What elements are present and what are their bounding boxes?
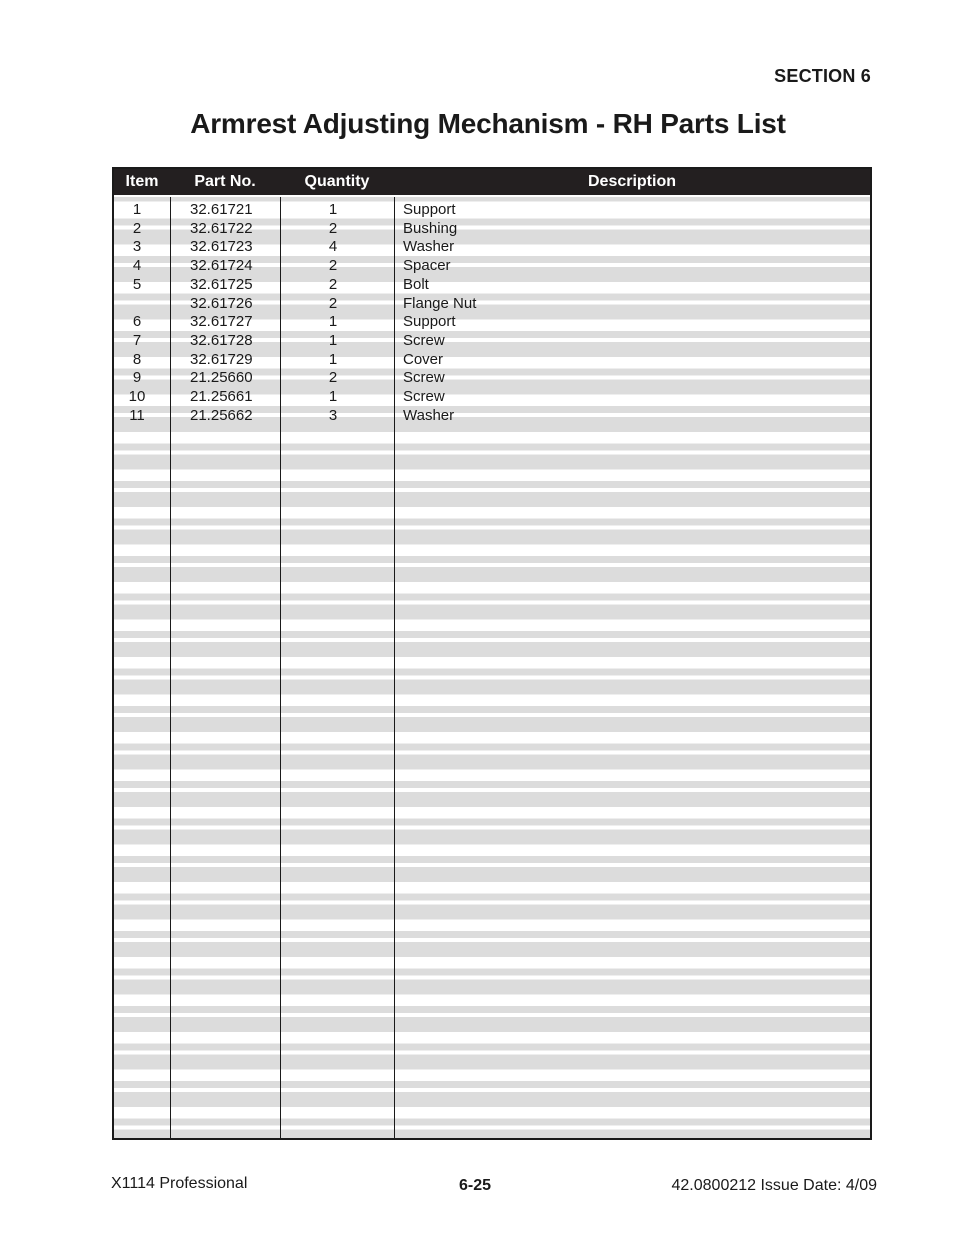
cell-item: 9: [132, 369, 142, 387]
cell-description: Spacer: [403, 257, 451, 275]
cell-quantity: 2: [328, 294, 338, 312]
cell-item: 11: [129, 406, 145, 424]
table-row: [114, 351, 870, 370]
cell-quantity: 3: [328, 406, 338, 424]
cell-part-no: 32.61728: [190, 331, 253, 349]
cell-part-no: 32.61721: [190, 201, 253, 218]
cell-item: 5: [132, 275, 142, 293]
table-row: [114, 220, 870, 239]
column-divider: [170, 197, 171, 1138]
cell-part-no: 32.61729: [190, 350, 253, 368]
column-divider: [394, 197, 395, 1138]
table-row: [114, 407, 870, 426]
cell-description: Washer: [403, 406, 455, 424]
cell-quantity: 4: [328, 238, 338, 256]
cell-part-no: 21.25660: [190, 369, 253, 387]
cell-part-no: 32.61722: [190, 219, 253, 237]
cell-item: 10: [128, 388, 146, 405]
cell-part-no: 21.25662: [190, 406, 253, 424]
cell-quantity: 1: [328, 201, 338, 218]
table-row: [114, 332, 870, 351]
cell-part-no: 32.61727: [190, 313, 253, 331]
cell-quantity: 1: [328, 313, 338, 331]
table-body: [114, 197, 870, 1140]
table-row: [114, 388, 870, 407]
cell-part-no: 32.61726: [190, 294, 253, 312]
column-divider: [280, 197, 281, 1138]
cell-description: Flange Nut: [403, 294, 477, 312]
cell-description: Washer: [403, 238, 455, 256]
cell-quantity: 2: [328, 275, 338, 293]
cell-part-no: 21.25661: [190, 388, 253, 405]
cell-item: 1: [132, 201, 142, 218]
header-part-no: Part No.: [194, 173, 256, 190]
cell-description: Bolt: [403, 275, 429, 293]
cell-description: Bushing: [403, 219, 458, 237]
table-row: [114, 369, 870, 388]
cell-item: 6: [132, 313, 142, 331]
cell-description: Screw: [403, 388, 445, 405]
section-label: SECTION 6: [774, 66, 871, 86]
cell-part-no: 32.61724: [190, 257, 253, 275]
cell-item: 2: [132, 219, 142, 237]
cell-description: Support: [403, 201, 456, 218]
table-header: [114, 169, 870, 195]
cell-quantity: 1: [328, 388, 338, 405]
cell-part-no: 32.61725: [190, 275, 253, 293]
page-title: Armrest Adjusting Mechanism - RH Parts List: [190, 108, 786, 139]
table-row: [114, 295, 870, 314]
table-row: [114, 201, 870, 220]
cell-item: 7: [132, 331, 142, 349]
header-item: Item: [125, 173, 159, 190]
cell-description: Support: [403, 313, 456, 331]
cell-quantity: 2: [328, 257, 338, 275]
cell-description: Screw: [403, 331, 445, 349]
footer-model: X1114 Professional: [111, 1175, 248, 1192]
cell-description: Screw: [403, 369, 445, 387]
footer-issue-info: 42.0800212 Issue Date: 4/09: [671, 1177, 877, 1194]
parts-table: [112, 167, 872, 1140]
cell-quantity: 1: [328, 350, 338, 368]
cell-quantity: 1: [328, 331, 338, 349]
cell-quantity: 2: [328, 369, 338, 387]
footer-page-number: 6-25: [459, 1177, 492, 1194]
table-row: [114, 257, 870, 276]
table-row: [114, 238, 870, 257]
cell-item: 4: [132, 257, 142, 275]
cell-description: Cover: [403, 350, 444, 368]
table-row: [114, 313, 870, 332]
header-description: Description: [587, 173, 676, 190]
cell-item: 8: [132, 350, 142, 368]
cell-part-no: 32.61723: [190, 238, 253, 256]
cell-quantity: 2: [328, 219, 338, 237]
cell-item: 3: [132, 238, 142, 256]
header-quantity: Quantity: [304, 173, 370, 190]
table-row: [114, 276, 870, 295]
